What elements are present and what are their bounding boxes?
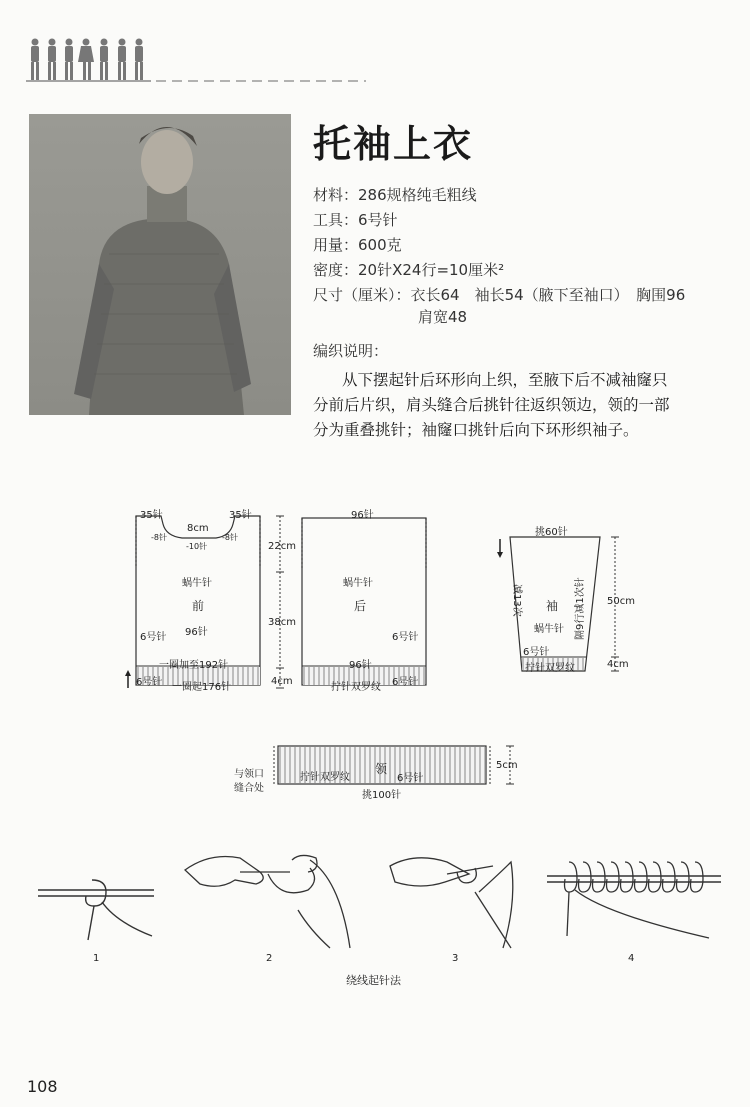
front-name: 前 — [192, 599, 205, 613]
front-rib-needle: 6号针 — [136, 677, 163, 688]
sleeve-dec-right: 隔9行减1次针 — [575, 577, 586, 640]
collar-pickup: 挑100针 — [362, 790, 402, 801]
caston-step-2: 2 — [266, 953, 273, 964]
caston-caption: 绕线起针法 — [346, 974, 401, 987]
sleeve-length: 50cm — [607, 596, 635, 607]
sleeve-pattern: 蜗牛针 — [534, 624, 564, 635]
front-cast-on: 一圈起176针 — [172, 682, 232, 693]
front-right-shoulder: 35针 — [229, 510, 252, 521]
front-stitches: 96针 — [185, 627, 208, 638]
collar-join-line-2: 缝合处 — [234, 783, 264, 794]
amount-spec: 用量：600克 — [313, 236, 402, 254]
caston-step-1-illustration — [36, 862, 156, 942]
front-neck-dec-right: -8针 — [222, 533, 238, 542]
caston-step-4: 4 — [628, 953, 635, 964]
back-name: 后 — [354, 599, 367, 613]
sleeve-name: 袖 — [546, 599, 559, 613]
caston-step-3: 3 — [452, 953, 459, 964]
back-pattern: 蜗牛针 — [343, 578, 373, 589]
instructions-line-1: 从下摆起针后环形向上织，至腋下后不减袖窿只 — [342, 371, 668, 389]
collar-rib-label: 拧针双罗纹 — [300, 772, 350, 783]
back-top-stitches: 96针 — [351, 510, 374, 521]
collar-height: 5cm — [496, 760, 518, 771]
page-number: 108 — [27, 1077, 58, 1096]
model-photo — [29, 114, 291, 415]
sleeve-pickup: 挑60针 — [535, 527, 568, 538]
front-pattern: 蜗牛针 — [182, 578, 212, 589]
collar-needle: 6号针 — [397, 773, 424, 784]
sleeve-rib-label: 拧针双罗纹 — [525, 663, 575, 674]
front-middle-height: 38cm — [268, 617, 296, 628]
front-left-shoulder: 35针 — [140, 510, 163, 521]
page-title: 托袖上衣 — [313, 122, 474, 166]
caston-step-2-illustration — [180, 850, 355, 950]
instructions-heading: 编织说明： — [313, 342, 389, 360]
sleeve-needle: 6号针 — [523, 647, 550, 658]
density-spec: 密度：20针X24行=10厘米² — [313, 261, 505, 279]
front-needle: 6号针 — [140, 632, 167, 643]
front-increase: 一圈加至192针 — [159, 660, 229, 671]
front-upper-height: 22cm — [268, 541, 296, 552]
front-neck-dec-left: -8针 — [151, 533, 167, 542]
instructions-line-2: 分前后片织，肩头缝合后挑针往返织领边，领的一部 — [313, 396, 670, 414]
size-spec: 尺寸（厘米）：衣长64 袖长54（腋下至袖口） 胸围96 — [313, 286, 686, 304]
instructions-line-3: 分为重叠挑针；袖窿口挑针后向下环形织袖子。 — [313, 421, 639, 439]
collar-name: 领 — [375, 762, 388, 776]
collar-join-line-1: 与领口 — [234, 769, 264, 780]
front-rib-height: 4cm — [271, 676, 293, 687]
back-rib-needle: 6号针 — [392, 677, 419, 688]
front-dimension-line — [274, 512, 286, 692]
shoulder-spec: 肩宽48 — [418, 308, 468, 326]
back-needle: 6号针 — [392, 632, 419, 643]
caston-step-1: 1 — [93, 953, 100, 964]
people-silhouettes-icon — [26, 36, 366, 86]
back-stitches: 96针 — [349, 660, 372, 671]
front-neck-width: 8cm — [187, 523, 209, 534]
sleeve-dec-left: 减13次 — [511, 584, 522, 617]
caston-step-4-illustration — [545, 852, 725, 942]
tool-spec: 工具：6号针 — [313, 211, 398, 229]
caston-step-3-illustration — [385, 852, 525, 952]
back-rib-label: 拧针双罗纹 — [331, 682, 381, 693]
material-spec: 材料：286规格纯毛粗线 — [313, 186, 477, 204]
front-neck-center: -10针 — [186, 542, 208, 551]
sleeve-rib-length: 4cm — [607, 659, 629, 670]
